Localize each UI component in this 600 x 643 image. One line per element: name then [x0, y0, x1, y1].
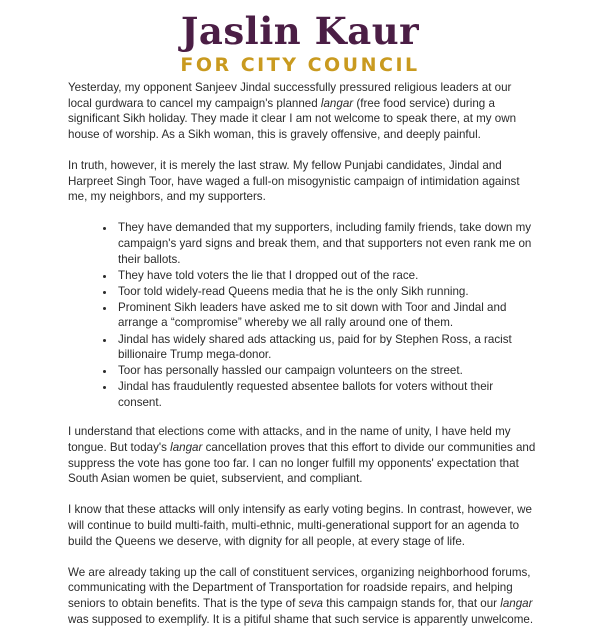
statement-body [68, 80, 538, 643]
candidate-name: Jaslin Kaur [180, 9, 420, 53]
paragraph-5: We are already taking up the call of constituent services, organizing neighborhood forums, communicating with the Department of Transportation for roadside repairs, and helping seniors to obtain benefits. That is the type of seva this campaign stands for, that our langar was supposed to exemplify. It is a pitiful shame that such service is apparently unwelcome. [68, 565, 534, 626]
list-item: • Toor told widely-read Queens media that he is the only Sikh running. [116, 284, 538, 300]
paragraph-3: I understand that elections come with attacks, and in the name of unity, I have held my tongue. But today's langar cancellation proves that this effort to divide our communities and suppress the vote has gone too far. I can no longer fulfill my opponents' expectation that South Asian women be quiet, subservient, and compliant. [68, 425, 536, 486]
list-item: • Jindal has fraudulently requested absentee ballots for voters without their consent. [116, 379, 538, 410]
campaign-subtitle: FOR CITY COUNCIL [180, 54, 420, 76]
list-item: • Prominent Sikh leaders have asked me to sit down with Toor and Jindal and arrange a “compromise” whereby we all rally around one of them. [116, 300, 538, 331]
grievance-list [68, 220, 538, 410]
paragraph-1: Yesterday, my opponent Sanjeev Jindal successfully pressured religious leaders at our local gurdwara to cancel my campaign's planned langar (free food service) during a significant Sikh holiday. They made it clear I am not welcome to speak there, at my own house of worship. As a Sikh woman, this is gravely offensive, and deeply painful. [68, 81, 517, 141]
paragraph-4: I know that these attacks will only intensify as early voting begins. In contrast, however, we will continue to build multi-faith, multi-ethnic, multi-generational support for an agenda to build the Queens we deserve, with dignity for all people, at every stage of life. [68, 503, 532, 548]
list-item: • Toor has personally hassled our campaign volunteers on the street. [116, 363, 538, 379]
campaign-header [0, 10, 600, 76]
paragraph-2: In truth, however, it is merely the last straw. My fellow Punjabi candidates, Jindal and Harpreet Singh Toor, have waged a full-on misogynistic campaign of intimidation against me, my neighbors, and my supporters. [68, 158, 520, 204]
list-item: • They have told voters the lie that I dropped out of the race. [116, 268, 538, 284]
list-item: • Jindal has widely shared ads attacking us, paid for by Stephen Ross, a racist billionaire Trump mega-donor. [116, 332, 538, 363]
list-item: • They have demanded that my supporters, including family friends, take down my campaign's yard signs and break them, and that supporters not even rank me on their ballots. [116, 220, 538, 267]
